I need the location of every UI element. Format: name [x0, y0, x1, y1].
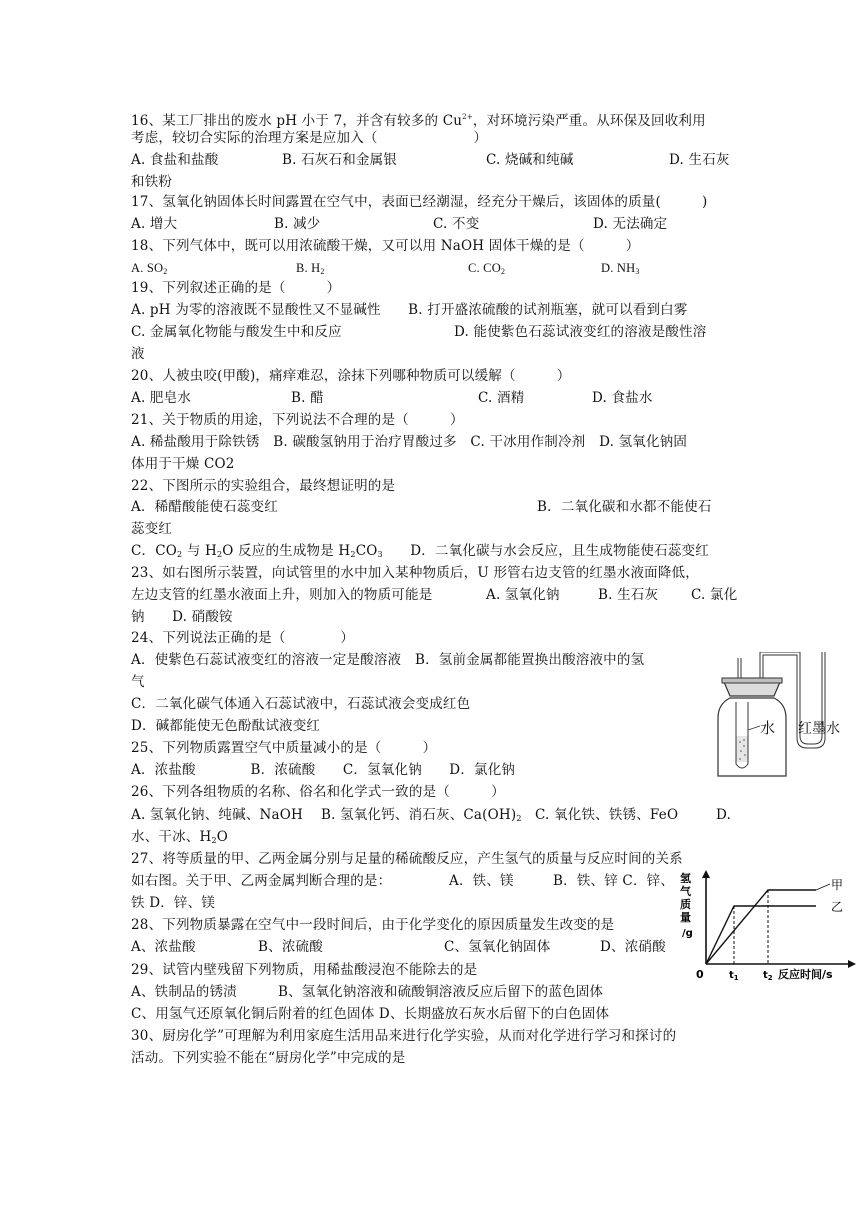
q17-option-c: C. 不变 — [433, 216, 480, 232]
q20-option-b: B. 醋 — [291, 390, 324, 406]
q25-line-2: A．浓盐酸 B．浓硫酸 C．氢氧化钠 D．氯化钠 — [131, 762, 516, 778]
q26-line-3: 水、干冰、$H_2O$ — [131, 829, 229, 845]
y-label-unit: /g — [682, 928, 693, 939]
q28-option-a: A、浓盐酸 — [131, 939, 196, 955]
q16-option-c: C. 烧碱和纯碱 — [486, 152, 574, 168]
q28-option-b: B、浓硫酸 — [258, 939, 323, 955]
series-yi-line — [706, 906, 816, 964]
q17-option-d: D. 无法确定 — [593, 216, 668, 232]
q23-option-a: A. 氢氧化钠 — [486, 587, 560, 603]
q21-line-1: 21、关于物质的用途，下列说法不合理的是（ ） — [131, 412, 464, 428]
q22-line-4: C．$CO_2$ 与 $H_2O$ 反应的生成物是 $H_2CO_3$ D．二氧化碳与水会反应，且生成物能使石蕊变红 — [131, 543, 709, 559]
q16-option-a: A. 食盐和盐酸 — [131, 152, 219, 168]
q26-option-c: C. 氧化铁、铁锈、FeO — [535, 807, 679, 823]
q21-line-3: 体用于干燥 CO2 — [131, 456, 235, 472]
q24-line-2: A．使紫色石蕊试液变红的溶液一定是酸溶液 B．氢前金属都能置换出酸溶液中的氢 — [131, 652, 645, 668]
q16-superscript: 2+ — [462, 113, 473, 121]
hydrogen-mass-graph — [676, 868, 860, 980]
q19-line-1: 19、下列叙述正确的是（ ） — [131, 280, 341, 296]
x-axis-arrow — [848, 960, 856, 968]
q28-option-d: D、浓硝酸 — [600, 939, 666, 955]
t2-label: $t_2$ — [763, 970, 773, 980]
apparatus-figure — [714, 652, 860, 782]
q24-line-4: C．二氧化碳气体通入石蕊试液中，石蕊试液会变成红色 — [131, 696, 471, 712]
q16-option-b: B. 石灰石和金属银 — [282, 152, 398, 168]
q20-line-1: 20、人被虫咬(甲酸)，痛痒难忍，涂抹下列哪种物质可以缓解（ ） — [131, 368, 571, 384]
water-in-test-tube — [737, 736, 748, 762]
q19-option-c: C. 金属氧化物能与酸发生中和反应 — [131, 324, 342, 340]
y-axis-arrow — [702, 870, 710, 878]
q17-line-1: 17、氢氧化钠固体长时间露置在空气中，表面已经潮湿，经充分干燥后，该固体的质量( ) — [131, 194, 708, 210]
exam-page: 16、某工厂排出的废水 pH 小于 7，并含有较多的 $Cu^{2+}$，对环境污染严重。从环保及回收利用 考虑，较切合实际的治理方案是应加入（ ） A. 食盐和盐酸 B. 石灰石和金属银 C. 烧碱和纯碱 D. 生石灰 和铁粉 17、氢氧化钠固体长时间露置在空气中，表面已经潮湿，经充分干燥后，该固体的质量( ) A. 增大 B. 减少 C. 不变 D. 无法确定 18、下列气体中，既可以用浓硫酸干燥，又可以用 NaOH 固体干燥的是（ ） A. $SO_2$ B. $H_2$ C. $CO_2$ D. $NH_3$ 19、下列叙述正确的是（ ） A. pH 为零的溶液既不显酸性又不显碱性 B. 打开盛浓硫酸的试剂瓶塞，就可以看到白雾 C. 金属氧化物能与酸发生中和反应 D. 能使紫色石蕊试液变红的溶液是酸性溶 液 20、人被虫咬(甲酸)，痛痒难忍，涂抹下列哪种物质可以缓解（ ） A. 肥皂水 B. 醋 C. 酒精 D. 食盐水 21、关于物质的用途，下列说法不合理的是（ ） A. 稀盐酸用于除铁锈 B. 碳酸氢钠用于治疗胃酸过多 C. 干冰用作制冷剂 D. 氢氧化钠固 体用于干燥 CO2 22、下图所示的实验组合，最终想证明的是 A．稀醋酸能使石蕊变红 B．二氧化碳和水都不能使石 蕊变红 C．$CO_2$ 与 $H_2O$ 反应的生成物是 $H_2CO_3$ D．二氧化碳与水会反应，且生成物能使石蕊变红 23、如右图所示装置，向试管里的水中加入某种物质后，U 形管右边支管的红墨水液面降低， 左边支管的红墨水液面上升，则加入的物质可能是 A. 氢氧化钠 B. 生石灰 C. 氯化 钠 D. 硝酸铵 24、下列说法正确的是（ ） A．使紫色石蕊试液变红的溶液一定是酸溶液 B．氢前金属都能置换出酸溶液中的氢 气 C．二氧化碳气体通入石蕊试液中，石蕊试液会变成红色 D．碱都能使无色酚酞试液变红 25、下列物质露置空气中质量减小的是（ ） A．浓盐酸 B．浓硫酸 C．氢氧化钠 D．氯化钠 26、下列各组物质的名称、俗名和化学式一致的是（ ） A. 氢氧化钠、纯碱、NaOH B. 氢氧化钙、消石灰、$Ca(OH)_2$ C. 氧化铁、铁锈、FeO D. 水、干冰、$H_2O$ 27、将等质量的甲、乙两金属分别与足量的稀硫酸反应，产生氢气的质量与反应时间的关系 如右图。关于甲、乙两金属判断合理的是： A．铁、镁 B．铁、锌 C．锌、 铁 D．锌、镁 28、下列物质暴露在空气中一段时间后，由于化学变化的原因质量发生改变的是 A、浓盐酸 B、浓硫酸 C、氢氧化钠固体 D、浓硝酸 29、试管内壁残留下列物质，用稀盐酸浸泡不能除去的是 A、铁制品的锈渍 B、氢氧化钠溶液和硫酸铜溶液反应后留下的蓝色固体 C、用氢气还原氧化铜后附着的红色固体 D、长期盛放石灰水后留下的白色固体 30、厨房化学”可理解为利用家庭生活用品来进行化学实验，从而对化学进行学习和探讨的 活动。下列实验不能在“厨房化学”中完成的是 水 红墨水 氢 气 质 量 /g 甲 乙 0 $t_1$ $t_2$ 反应时间/s — [0, 0, 860, 1216]
left-glass-tube — [738, 658, 741, 678]
series-jia-label: 甲 — [831, 878, 844, 892]
q20-option-a: A. 肥皂水 — [131, 390, 192, 406]
q29-line-3: C、用氢气还原氧化铜后附着的红色固体 D、长期盛放石灰水后留下的白色固体 — [131, 1006, 610, 1022]
series-jia-line — [706, 890, 816, 964]
stopper — [724, 682, 780, 696]
q26-line-1: 26、下列各组物质的名称、俗名和化学式一致的是（ ） — [131, 784, 505, 800]
q23-line-1: 23、如右图所示装置，向试管里的水中加入某种物质后，U 形管右边支管的红墨水液面降低， — [131, 565, 699, 581]
q22-option-b: B．二氧化碳和水都不能使石 — [537, 499, 712, 515]
q30-line-1: 30、厨房化学”可理解为利用家庭生活用品来进行化学实验，从而对化学进行学习和探讨的 — [131, 1028, 677, 1044]
q29-line-1: 29、试管内壁残留下列物质，用稀盐酸浸泡不能除去的是 — [131, 962, 478, 978]
q29-line-2: A、铁制品的锈渍 B、氢氧化钠溶液和硫酸铜溶液反应后留下的蓝色固体 — [131, 984, 604, 1000]
water-label: 水 — [760, 719, 776, 737]
origin-label: 0 — [696, 968, 704, 980]
series-yi-label: 乙 — [831, 900, 844, 914]
q24-line-1: 24、下列说法正确的是（ ） — [131, 630, 355, 646]
q25-line-1: 25、下列物质露置空气中质量减小的是（ ） — [131, 740, 437, 756]
y-label-char-2: 气 — [680, 885, 691, 898]
red-ink-label: 红墨水 — [798, 721, 840, 737]
q27-option-bc: B．铁、锌 C．锌、 — [553, 873, 675, 889]
q27-line-1: 27、将等质量的甲、乙两金属分别与足量的稀硫酸反应，产生氢气的质量与反应时间的关系 — [131, 851, 683, 867]
q21-line-2: A. 稀盐酸用于除铁锈 B. 碳酸氢钠用于治疗胃酸过多 C. 干冰用作制冷剂 D. 氢氧化钠固 — [131, 434, 688, 450]
y-label-char-1: 氢 — [680, 872, 691, 885]
q16-line-1: 16、某工厂排出的废水 pH 小于 7，并含有较多的 $Cu^{2+}$，对环境污染严重。从环保及回收利用 — [131, 113, 706, 129]
q23-line-3: 钠 D. 硝酸铵 — [131, 609, 233, 625]
q18-line-1: 18、下列气体中，既可以用浓硫酸干燥，又可以用 NaOH 固体干燥的是（ ） — [131, 238, 640, 254]
q19-line-4: 液 — [131, 346, 145, 362]
q19-line-2: A. pH 为零的溶液既不显酸性又不显碱性 B. 打开盛浓硫酸的试剂瓶塞，就可以看到白雾 — [131, 302, 688, 318]
x-axis-label: 反应时间/s — [778, 968, 833, 980]
jia-leader — [816, 884, 830, 890]
q22-line-1: 22、下图所示的实验组合，最终想证明的是 — [131, 478, 396, 494]
q30-line-2: 活动。下列实验不能在“厨房化学”中完成的是 — [131, 1050, 406, 1066]
q23-option-b: B. 生石灰 — [598, 587, 659, 603]
y-label-char-3: 质 — [680, 898, 691, 911]
q18-option-c: C. $CO_2$ — [468, 261, 506, 276]
q26-option-a: A. 氢氧化钠、纯碱、NaOH — [131, 807, 304, 823]
q19-option-d: D. 能使紫色石蕊试液变红的溶液是酸性溶 — [454, 324, 707, 340]
q18-option-a: A. $SO_2$ — [131, 261, 168, 276]
q27-line-3: 铁 D．锌、镁 — [131, 895, 216, 911]
q20-option-d: D. 食盐水 — [592, 390, 653, 406]
bottle-outline — [718, 698, 786, 776]
q16-option-d: D. 生石灰 — [669, 152, 730, 168]
q28-option-c: C、氢氧化钠固体 — [444, 939, 551, 955]
q26-option-d: D. — [716, 807, 732, 823]
q23-option-c: C. 氯化 — [691, 587, 738, 603]
q17-option-a: A. 增大 — [131, 216, 178, 232]
q16-line-2: 考虑，较切合实际的治理方案是应加入（ ） — [131, 130, 488, 146]
q22-option-a: A．稀醋酸能使石蕊变红 — [131, 499, 278, 515]
q24-line-5: D．碱都能使无色酚酞试液变红 — [131, 718, 321, 734]
t1-label: $t_1$ — [729, 970, 739, 980]
stopper-top — [722, 678, 782, 683]
q28-line-1: 28、下列物质暴露在空气中一段时间后，由于化学变化的原因质量发生改变的是 — [131, 917, 615, 933]
q17-option-b: B. 减少 — [274, 216, 321, 232]
q24-line-3: 气 — [131, 674, 145, 690]
q27-option-a: A．铁、镁 — [449, 873, 514, 889]
q18-option-b: B. $H_2$ — [296, 261, 325, 276]
q22-line-3: 蕊变红 — [131, 521, 173, 537]
q16-line-4: 和铁粉 — [131, 174, 173, 190]
q20-option-c: C. 酒精 — [478, 390, 525, 406]
q26-option-b: B. 氢氧化钙、消石灰、$Ca(OH)_2$ — [321, 807, 522, 823]
q18-option-d: D. $NH_3$ — [601, 261, 640, 276]
water-pointer — [748, 726, 760, 730]
y-label-char-4: 量 — [680, 911, 691, 924]
